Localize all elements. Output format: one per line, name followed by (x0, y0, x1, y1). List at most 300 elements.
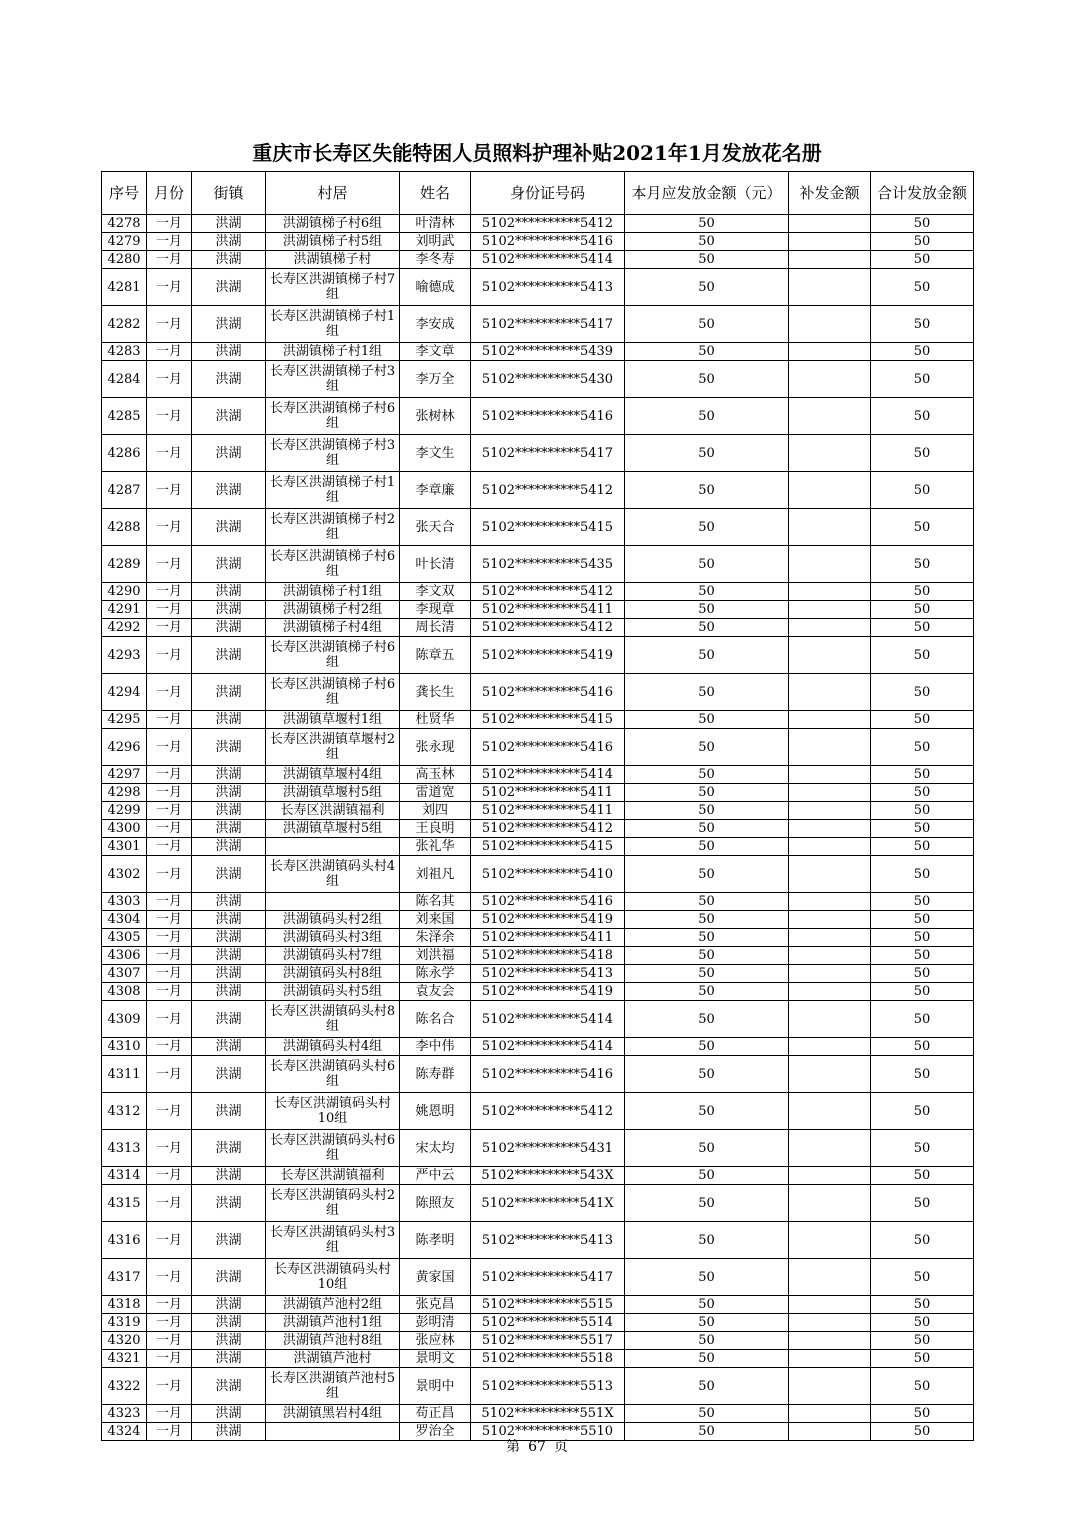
cell-supplement (789, 1368, 871, 1405)
cell-town: 洪湖 (192, 1222, 266, 1259)
cell-village: 长寿区洪湖镇梯子村2组 (266, 509, 400, 546)
col-header-total: 合计发放金额 (871, 172, 974, 215)
cell-id-number: 5102**********5414 (471, 251, 625, 269)
cell-id-number: 5102**********5430 (471, 361, 625, 398)
cell-month: 一月 (147, 802, 192, 820)
cell-month: 一月 (147, 784, 192, 802)
cell-total: 50 (871, 766, 974, 784)
cell-name: 喻德成 (400, 269, 471, 306)
cell-index: 4281 (102, 269, 147, 306)
cell-name: 陈孝明 (400, 1222, 471, 1259)
col-header-supplement: 补发金额 (789, 172, 871, 215)
cell-supplement (789, 1296, 871, 1314)
cell-month: 一月 (147, 1222, 192, 1259)
cell-total: 50 (871, 729, 974, 766)
cell-index: 4289 (102, 546, 147, 583)
cell-total: 50 (871, 983, 974, 1001)
cell-supplement (789, 983, 871, 1001)
cell-monthly-amount: 50 (625, 215, 789, 233)
table-row (102, 983, 974, 1001)
cell-supplement (789, 1332, 871, 1350)
cell-total: 50 (871, 343, 974, 361)
cell-name: 高玉林 (400, 766, 471, 784)
cell-index: 4306 (102, 947, 147, 965)
cell-town: 洪湖 (192, 1350, 266, 1368)
cell-month: 一月 (147, 601, 192, 619)
cell-total: 50 (871, 1332, 974, 1350)
cell-index: 4311 (102, 1056, 147, 1093)
cell-id-number: 5102**********5419 (471, 983, 625, 1001)
cell-town: 洪湖 (192, 1130, 266, 1167)
cell-village: 洪湖镇梯子村2组 (266, 601, 400, 619)
cell-monthly-amount: 50 (625, 601, 789, 619)
cell-town: 洪湖 (192, 674, 266, 711)
cell-village: 洪湖镇草堰村4组 (266, 766, 400, 784)
table-row (102, 1001, 974, 1038)
table-row (102, 215, 974, 233)
cell-town: 洪湖 (192, 911, 266, 929)
cell-town: 洪湖 (192, 233, 266, 251)
cell-month: 一月 (147, 343, 192, 361)
cell-village: 长寿区洪湖镇码头村2组 (266, 1185, 400, 1222)
cell-name: 黄家国 (400, 1259, 471, 1296)
cell-village: 长寿区洪湖镇福利 (266, 802, 400, 820)
cell-id-number: 5102**********5415 (471, 711, 625, 729)
cell-index: 4286 (102, 435, 147, 472)
cell-id-number: 5102**********5415 (471, 509, 625, 546)
cell-index: 4305 (102, 929, 147, 947)
cell-monthly-amount: 50 (625, 856, 789, 893)
cell-month: 一月 (147, 398, 192, 435)
cell-monthly-amount: 50 (625, 729, 789, 766)
cell-town: 洪湖 (192, 1093, 266, 1130)
cell-monthly-amount: 50 (625, 619, 789, 637)
cell-month: 一月 (147, 509, 192, 546)
cell-name: 严中云 (400, 1167, 471, 1185)
cell-month: 一月 (147, 306, 192, 343)
cell-supplement (789, 361, 871, 398)
cell-total: 50 (871, 1130, 974, 1167)
cell-town: 洪湖 (192, 251, 266, 269)
cell-supplement (789, 546, 871, 583)
cell-monthly-amount: 50 (625, 233, 789, 251)
cell-monthly-amount: 50 (625, 1350, 789, 1368)
cell-total: 50 (871, 601, 974, 619)
cell-id-number: 5102**********5412 (471, 1093, 625, 1130)
cell-name: 杜贤华 (400, 711, 471, 729)
cell-monthly-amount: 50 (625, 472, 789, 509)
table-row (102, 1332, 974, 1350)
table-row (102, 856, 974, 893)
cell-town: 洪湖 (192, 619, 266, 637)
cell-total: 50 (871, 1368, 974, 1405)
cell-town: 洪湖 (192, 1296, 266, 1314)
cell-supplement (789, 306, 871, 343)
cell-index: 4307 (102, 965, 147, 983)
cell-name: 王良明 (400, 820, 471, 838)
cell-total: 50 (871, 947, 974, 965)
cell-month: 一月 (147, 1130, 192, 1167)
table-row (102, 1185, 974, 1222)
cell-month: 一月 (147, 1093, 192, 1130)
cell-town: 洪湖 (192, 838, 266, 856)
cell-index: 4321 (102, 1350, 147, 1368)
cell-total: 50 (871, 784, 974, 802)
cell-id-number: 5102**********5417 (471, 306, 625, 343)
cell-month: 一月 (147, 965, 192, 983)
cell-month: 一月 (147, 619, 192, 637)
cell-monthly-amount: 50 (625, 802, 789, 820)
cell-id-number: 5102**********5513 (471, 1368, 625, 1405)
cell-town: 洪湖 (192, 1405, 266, 1423)
cell-village: 长寿区洪湖镇梯子村6组 (266, 546, 400, 583)
cell-village (266, 838, 400, 856)
table-row (102, 1405, 974, 1423)
cell-town: 洪湖 (192, 983, 266, 1001)
cell-supplement (789, 269, 871, 306)
table-row (102, 1296, 974, 1314)
cell-month: 一月 (147, 637, 192, 674)
page-footer (0, 1436, 1074, 1456)
cell-supplement (789, 215, 871, 233)
cell-town: 洪湖 (192, 729, 266, 766)
cell-town: 洪湖 (192, 929, 266, 947)
cell-total: 50 (871, 838, 974, 856)
cell-id-number: 5102**********5415 (471, 838, 625, 856)
cell-monthly-amount: 50 (625, 893, 789, 911)
cell-index: 4295 (102, 711, 147, 729)
cell-supplement (789, 1130, 871, 1167)
cell-monthly-amount: 50 (625, 766, 789, 784)
cell-total: 50 (871, 251, 974, 269)
cell-id-number: 5102**********5417 (471, 435, 625, 472)
cell-index: 4290 (102, 583, 147, 601)
table-row (102, 435, 974, 472)
cell-monthly-amount: 50 (625, 1185, 789, 1222)
cell-monthly-amount: 50 (625, 947, 789, 965)
cell-monthly-amount: 50 (625, 269, 789, 306)
page-title: 重庆市长寿区失能特困人员照料护理补贴2021年1月发放花名册 (252, 141, 822, 165)
cell-id-number: 5102**********5431 (471, 1130, 625, 1167)
cell-month: 一月 (147, 856, 192, 893)
cell-index: 4320 (102, 1332, 147, 1350)
page-number: 67 (528, 1439, 546, 1455)
cell-id-number: 5102**********5416 (471, 1056, 625, 1093)
cell-total: 50 (871, 546, 974, 583)
cell-total: 50 (871, 398, 974, 435)
cell-supplement (789, 711, 871, 729)
cell-index: 4280 (102, 251, 147, 269)
cell-index: 4310 (102, 1038, 147, 1056)
cell-village: 洪湖镇梯子村 (266, 251, 400, 269)
cell-index: 4287 (102, 472, 147, 509)
cell-month: 一月 (147, 893, 192, 911)
cell-town: 洪湖 (192, 947, 266, 965)
header-row (102, 172, 974, 215)
cell-id-number: 5102**********5416 (471, 729, 625, 766)
cell-name: 张应林 (400, 1332, 471, 1350)
cell-village: 洪湖镇码头村3组 (266, 929, 400, 947)
cell-total: 50 (871, 306, 974, 343)
table-row (102, 637, 974, 674)
cell-village: 长寿区洪湖镇梯子村6组 (266, 637, 400, 674)
cell-village: 长寿区洪湖镇梯子村7组 (266, 269, 400, 306)
table-row (102, 820, 974, 838)
cell-id-number: 5102**********5510 (471, 1423, 625, 1441)
cell-total: 50 (871, 911, 974, 929)
table-row (102, 1368, 974, 1405)
cell-total: 50 (871, 711, 974, 729)
cell-village: 长寿区洪湖镇梯子村1组 (266, 472, 400, 509)
cell-name: 龚长生 (400, 674, 471, 711)
cell-index: 4313 (102, 1130, 147, 1167)
cell-id-number: 5102**********5416 (471, 674, 625, 711)
cell-total: 50 (871, 1001, 974, 1038)
cell-monthly-amount: 50 (625, 1130, 789, 1167)
cell-village: 洪湖镇梯子村4组 (266, 619, 400, 637)
table-row (102, 674, 974, 711)
cell-month: 一月 (147, 435, 192, 472)
cell-total: 50 (871, 215, 974, 233)
table-row (102, 306, 974, 343)
cell-index: 4302 (102, 856, 147, 893)
cell-monthly-amount: 50 (625, 398, 789, 435)
table-row (102, 1259, 974, 1296)
cell-name: 陈名其 (400, 893, 471, 911)
cell-id-number: 5102**********5411 (471, 929, 625, 947)
cell-id-number: 5102**********5514 (471, 1314, 625, 1332)
cell-village: 洪湖镇码头村2组 (266, 911, 400, 929)
cell-village: 洪湖镇码头村8组 (266, 965, 400, 983)
cell-index: 4324 (102, 1423, 147, 1441)
cell-id-number: 5102**********5412 (471, 619, 625, 637)
cell-index: 4314 (102, 1167, 147, 1185)
cell-name: 陈照友 (400, 1185, 471, 1222)
cell-name: 彭明清 (400, 1314, 471, 1332)
cell-village: 长寿区洪湖镇草堰村2组 (266, 729, 400, 766)
cell-id-number: 5102**********5413 (471, 1222, 625, 1259)
table-row (102, 802, 974, 820)
table-row (102, 766, 974, 784)
cell-month: 一月 (147, 251, 192, 269)
cell-supplement (789, 965, 871, 983)
cell-index: 4297 (102, 766, 147, 784)
cell-month: 一月 (147, 583, 192, 601)
cell-town: 洪湖 (192, 820, 266, 838)
cell-village: 长寿区洪湖镇梯子村3组 (266, 361, 400, 398)
cell-id-number: 5102**********5413 (471, 269, 625, 306)
cell-total: 50 (871, 472, 974, 509)
cell-id-number: 5102**********5414 (471, 1038, 625, 1056)
cell-id-number: 5102**********5412 (471, 472, 625, 509)
table-row (102, 601, 974, 619)
cell-id-number: 5102**********5410 (471, 856, 625, 893)
table-row (102, 472, 974, 509)
cell-id-number: 5102**********5411 (471, 784, 625, 802)
cell-id-number: 5102**********5416 (471, 893, 625, 911)
table-row (102, 729, 974, 766)
cell-name: 姚恩明 (400, 1093, 471, 1130)
cell-town: 洪湖 (192, 1423, 266, 1441)
cell-town: 洪湖 (192, 435, 266, 472)
cell-total: 50 (871, 361, 974, 398)
cell-index: 4304 (102, 911, 147, 929)
cell-supplement (789, 766, 871, 784)
cell-month: 一月 (147, 1259, 192, 1296)
cell-name: 朱泽余 (400, 929, 471, 947)
cell-index: 4293 (102, 637, 147, 674)
cell-town: 洪湖 (192, 306, 266, 343)
cell-total: 50 (871, 893, 974, 911)
cell-index: 4296 (102, 729, 147, 766)
cell-month: 一月 (147, 1423, 192, 1441)
cell-village: 长寿区洪湖镇梯子村1组 (266, 306, 400, 343)
cell-supplement (789, 509, 871, 546)
cell-monthly-amount: 50 (625, 1259, 789, 1296)
cell-total: 50 (871, 1405, 974, 1423)
cell-monthly-amount: 50 (625, 1056, 789, 1093)
cell-name: 景明文 (400, 1350, 471, 1368)
cell-month: 一月 (147, 1167, 192, 1185)
cell-name: 李章廉 (400, 472, 471, 509)
cell-supplement (789, 1093, 871, 1130)
cell-name: 李冬寿 (400, 251, 471, 269)
cell-monthly-amount: 50 (625, 784, 789, 802)
cell-town: 洪湖 (192, 1332, 266, 1350)
cell-month: 一月 (147, 820, 192, 838)
cell-index: 4308 (102, 983, 147, 1001)
footer-suffix: 页 (553, 1439, 568, 1455)
cell-name: 陈永学 (400, 965, 471, 983)
cell-supplement (789, 637, 871, 674)
cell-village: 长寿区洪湖镇梯子村6组 (266, 674, 400, 711)
cell-id-number: 5102**********5416 (471, 398, 625, 435)
cell-town: 洪湖 (192, 802, 266, 820)
cell-month: 一月 (147, 674, 192, 711)
cell-supplement (789, 856, 871, 893)
cell-name: 李文生 (400, 435, 471, 472)
cell-supplement (789, 838, 871, 856)
table-row (102, 711, 974, 729)
cell-total: 50 (871, 1222, 974, 1259)
cell-month: 一月 (147, 929, 192, 947)
cell-id-number: 5102**********5414 (471, 1001, 625, 1038)
cell-month: 一月 (147, 983, 192, 1001)
table-row (102, 1038, 974, 1056)
cell-supplement (789, 911, 871, 929)
cell-town: 洪湖 (192, 1167, 266, 1185)
cell-supplement (789, 1405, 871, 1423)
cell-supplement (789, 435, 871, 472)
table-row (102, 233, 974, 251)
cell-total: 50 (871, 856, 974, 893)
cell-monthly-amount: 50 (625, 1296, 789, 1314)
cell-total: 50 (871, 1056, 974, 1093)
cell-town: 洪湖 (192, 361, 266, 398)
cell-village: 长寿区洪湖镇芦池村5组 (266, 1368, 400, 1405)
cell-index: 4284 (102, 361, 147, 398)
cell-name: 李现章 (400, 601, 471, 619)
cell-monthly-amount: 50 (625, 929, 789, 947)
cell-total: 50 (871, 929, 974, 947)
table-row (102, 343, 974, 361)
cell-town: 洪湖 (192, 965, 266, 983)
cell-monthly-amount: 50 (625, 435, 789, 472)
cell-total: 50 (871, 1350, 974, 1368)
cell-supplement (789, 233, 871, 251)
cell-supplement (789, 1185, 871, 1222)
cell-total: 50 (871, 619, 974, 637)
cell-village: 长寿区洪湖镇码头村3组 (266, 1222, 400, 1259)
cell-name: 周长清 (400, 619, 471, 637)
cell-month: 一月 (147, 361, 192, 398)
table-row (102, 784, 974, 802)
cell-id-number: 5102**********5418 (471, 947, 625, 965)
table-row (102, 911, 974, 929)
cell-town: 洪湖 (192, 509, 266, 546)
cell-index: 4294 (102, 674, 147, 711)
cell-village: 洪湖镇草堰村1组 (266, 711, 400, 729)
cell-supplement (789, 820, 871, 838)
cell-monthly-amount: 50 (625, 1423, 789, 1441)
cell-supplement (789, 1001, 871, 1038)
col-header-id-number: 身份证号码 (471, 172, 625, 215)
cell-monthly-amount: 50 (625, 361, 789, 398)
cell-name: 陈章五 (400, 637, 471, 674)
cell-month: 一月 (147, 766, 192, 784)
cell-monthly-amount: 50 (625, 546, 789, 583)
cell-village: 洪湖镇梯子村6组 (266, 215, 400, 233)
cell-village: 洪湖镇芦池村2组 (266, 1296, 400, 1314)
table-row (102, 269, 974, 306)
cell-name: 苟正昌 (400, 1405, 471, 1423)
cell-index: 4323 (102, 1405, 147, 1423)
cell-total: 50 (871, 802, 974, 820)
table-row (102, 947, 974, 965)
cell-supplement (789, 583, 871, 601)
cell-monthly-amount: 50 (625, 343, 789, 361)
cell-id-number: 5102**********5417 (471, 1259, 625, 1296)
cell-month: 一月 (147, 1314, 192, 1332)
cell-total: 50 (871, 674, 974, 711)
cell-index: 4279 (102, 233, 147, 251)
cell-monthly-amount: 50 (625, 1405, 789, 1423)
cell-id-number: 5102**********5439 (471, 343, 625, 361)
cell-total: 50 (871, 1423, 974, 1441)
cell-index: 4318 (102, 1296, 147, 1314)
cell-month: 一月 (147, 711, 192, 729)
cell-id-number: 5102**********5518 (471, 1350, 625, 1368)
cell-total: 50 (871, 233, 974, 251)
cell-monthly-amount: 50 (625, 1093, 789, 1130)
cell-id-number: 5102**********5411 (471, 601, 625, 619)
cell-month: 一月 (147, 1185, 192, 1222)
cell-village: 洪湖镇码头村4组 (266, 1038, 400, 1056)
cell-index: 4301 (102, 838, 147, 856)
cell-supplement (789, 398, 871, 435)
cell-total: 50 (871, 637, 974, 674)
cell-index: 4278 (102, 215, 147, 233)
cell-index: 4285 (102, 398, 147, 435)
cell-monthly-amount: 50 (625, 251, 789, 269)
cell-village: 洪湖镇芦池村8组 (266, 1332, 400, 1350)
cell-town: 洪湖 (192, 1368, 266, 1405)
cell-town: 洪湖 (192, 856, 266, 893)
cell-village: 洪湖镇码头村5组 (266, 983, 400, 1001)
cell-index: 4292 (102, 619, 147, 637)
table-row (102, 583, 974, 601)
cell-month: 一月 (147, 233, 192, 251)
